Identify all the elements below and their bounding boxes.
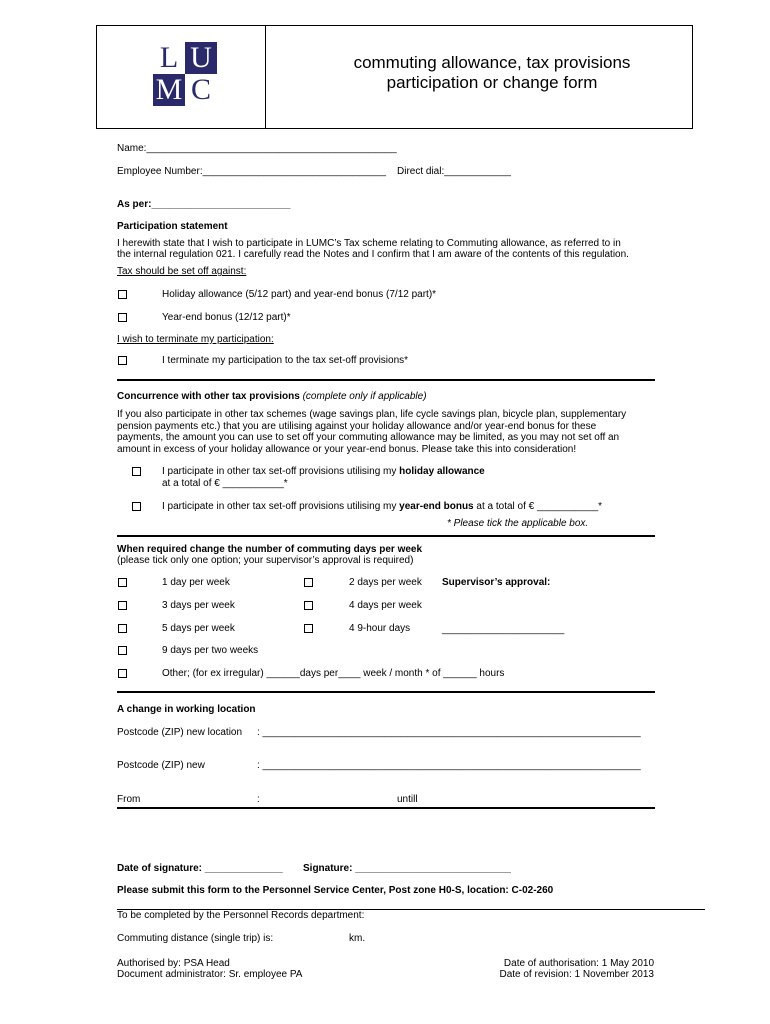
participation-text-line2: the internal regulation 021. I carefully read the Notes and I confirm that I am aware of the contents of this regulation. — [117, 249, 629, 260]
concurrence-text-line4: amount in excess of your holiday allowance or your year-end bonus. Please take this into consideration! — [117, 444, 577, 455]
one-day-checkbox[interactable] — [118, 578, 127, 587]
other-yearend-suffix[interactable]: at a total of € ___________* — [476, 501, 603, 512]
three-days-checkbox[interactable] — [118, 601, 127, 610]
other-days-checkbox[interactable] — [118, 669, 127, 678]
logo-letter-m: M — [153, 74, 185, 106]
four-nine-hour-checkbox[interactable] — [304, 624, 313, 633]
logo-letter-l: L — [153, 42, 185, 74]
header-divider — [265, 26, 266, 128]
name-field[interactable]: Name:_____________________________________________ — [117, 143, 397, 154]
records-heading: To be completed by the Personnel Records department: — [117, 910, 365, 921]
logo-letter-u: U — [185, 42, 217, 74]
commuting-days-heading: When required change the number of commuting days per week — [117, 544, 423, 555]
other-holiday-label — [162, 466, 485, 478]
other-days-label[interactable]: Other; (for ex irregular) ______days per____ week / month * of ______ hours — [162, 668, 505, 679]
supervisor-signature-field[interactable]: ______________________ — [442, 624, 565, 635]
supervisor-approval-label: Supervisor’s approval: — [442, 577, 551, 588]
participation-text-line1: I herewith state that I wish to participate in LUMC’s Tax scheme relating to Commuting allowance, as referred to in — [117, 238, 621, 249]
location-heading: A change in working location — [117, 704, 256, 715]
other-holiday-prefix: I participate in other tax set-off provisions utilising my — [162, 466, 397, 477]
four-nine-hour-label: 4 9-hour days — [349, 623, 411, 634]
tick-note: * Please tick the applicable box. — [447, 518, 589, 529]
postcode-new-location-label: Postcode (ZIP) new location — [117, 727, 243, 738]
submit-instruction: Please submit this form to the Personnel Service Center, Post zone H0-S, location: C-02-260 — [117, 885, 554, 896]
km-label: km. — [349, 933, 366, 944]
participation-heading: Participation statement — [117, 221, 228, 232]
other-holiday-bold: holiday allowance — [399, 466, 485, 477]
commuting-days-subheading: (please tick only one option; your supervisor’s approval is required) — [117, 555, 414, 566]
other-holiday-total[interactable]: at a total of € ___________* — [162, 478, 288, 489]
holiday-and-yearend-label: Holiday allowance (5/12 part) and year-end bonus (7/12 part)* — [162, 289, 437, 300]
nine-days-label: 9 days per two weeks — [162, 645, 259, 656]
other-holiday-checkbox[interactable] — [132, 467, 141, 476]
three-days-label: 3 days per week — [162, 600, 235, 611]
from-label: From — [117, 794, 141, 805]
other-yearend-prefix: I participate in other tax set-off provisions utilising my — [162, 501, 397, 512]
logo-letter-c: C — [185, 74, 217, 106]
header-box — [96, 25, 693, 129]
form-title — [302, 53, 682, 93]
nine-days-checkbox[interactable] — [118, 646, 127, 655]
section-divider — [117, 535, 655, 537]
authorised-by: Authorised by: PSA Head — [117, 958, 230, 969]
section-divider — [117, 807, 655, 809]
employee-number-field[interactable]: Employee Number:_________________________________ — [117, 166, 387, 177]
set-off-heading: Tax should be set off against: — [117, 266, 247, 277]
yearend-only-checkbox[interactable] — [118, 313, 127, 322]
form-title-line1: commuting allowance, tax provisions — [353, 53, 631, 72]
concurrence-heading-text: Concurrence with other tax provisions — [117, 391, 300, 402]
from-colon: : — [257, 794, 260, 805]
lumc-logo — [153, 42, 217, 106]
date-of-authorisation: Date of authorisation: 1 May 2010 — [503, 958, 654, 969]
commuting-distance-label: Commuting distance (single trip) is: — [117, 933, 274, 944]
five-days-label: 5 days per week — [162, 623, 235, 634]
one-day-label: 1 day per week — [162, 577, 230, 588]
terminate-label: I terminate my participation to the tax set-off provisions* — [162, 355, 409, 366]
two-days-label: 2 days per week — [349, 577, 422, 588]
other-yearend-label — [162, 501, 602, 513]
form-title-line2: participation or change form — [386, 73, 598, 92]
other-yearend-bold: year-end bonus — [399, 501, 474, 512]
concurrence-text-line1: If you also participate in other tax schemes (wage savings plan, life cycle savings plan, bicycle plan, supplementary — [117, 409, 627, 420]
direct-dial-field[interactable]: Direct dial:____________ — [397, 166, 511, 177]
yearend-only-label: Year-end bonus (12/12 part)* — [162, 312, 291, 323]
other-yearend-checkbox[interactable] — [132, 502, 141, 511]
date-of-revision: Date of revision: 1 November 2013 — [499, 969, 654, 980]
four-days-label: 4 days per week — [349, 600, 422, 611]
five-days-checkbox[interactable] — [118, 624, 127, 633]
two-days-checkbox[interactable] — [304, 578, 313, 587]
as-per-field[interactable]: As per:_________________________ — [117, 199, 291, 210]
postcode-new-location-field[interactable]: : ____________________________________________________________________ — [257, 727, 641, 738]
concurrence-heading-note: (complete only if applicable) — [302, 391, 427, 402]
holiday-and-yearend-checkbox[interactable] — [118, 290, 127, 299]
concurrence-text-line2: pension payments etc.) that you are utilising against your holiday allowance and/or year-end bonus for these — [117, 421, 597, 432]
date-of-signature-field[interactable]: Date of signature: ______________ — [117, 863, 283, 874]
document-administrator: Document administrator: Sr. employee PA — [117, 969, 303, 980]
concurrence-text-line3: payments, the amount you can use to set off your commuting allowance may be limited, as you may not set off an — [117, 432, 620, 443]
four-days-checkbox[interactable] — [304, 601, 313, 610]
concurrence-heading — [117, 391, 427, 403]
section-divider — [117, 691, 655, 693]
signature-field[interactable]: Signature: ____________________________ — [303, 863, 511, 874]
terminate-heading: I wish to terminate my participation: — [117, 334, 274, 345]
until-label: untill — [397, 794, 418, 805]
terminate-checkbox[interactable] — [118, 356, 127, 365]
postcode-new-field[interactable]: : ____________________________________________________________________ — [257, 760, 641, 771]
section-divider — [117, 379, 655, 381]
postcode-new-label: Postcode (ZIP) new — [117, 760, 205, 771]
